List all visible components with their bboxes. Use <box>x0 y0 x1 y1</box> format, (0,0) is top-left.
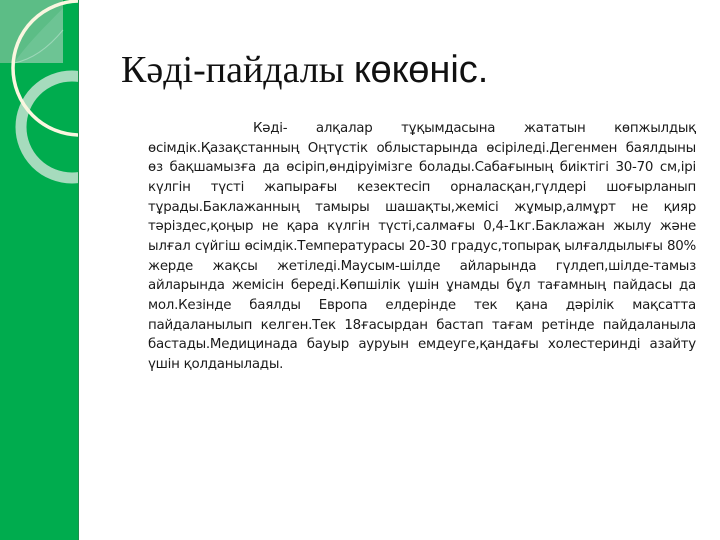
title-part-sans: көкөніс. <box>353 49 489 91</box>
decorative-circles-icon <box>0 0 78 540</box>
decorative-sidebar <box>0 0 79 540</box>
title-part-serif: Кәді-пайдалы <box>121 49 354 91</box>
slide-body-text: Кәді- алқалар тұқымдасына жататын көпжылдық өсімдік.Қазақстанның Оңтүстік облыстарында өсіріледі.Дегенмен баялдыны өз бақшамызға да өсіріп,өндіруімізге болады.Сабағының биіктігі 30-70 см,ірі күлгін түсті жапырағы кезектесіп орналасқан,гүлдері шоғырланып тұрады.Баклажанның тамыры шашақты,жемісі жұмыр,алмұрт не қияр тәріздес,қоңыр не қара күлгін түсті,салмағы 0,4-1кг.Баклажан жылу және ылғал сүйгіш өсімдік.Температурасы 20-30 градус,топырақ ылғалдылығы 80% жерде жақсы жетіледі.Маусым-шілде айларында гүлдеп,шілде-тамыз айларында жемісін береді.Көпшілік үшін ұнамды бұл тағамның пайдасы да мол.Кезінде баялды Европа елдерінде тек қана дәрілік мақсатта пайдаланылып келген.Тек 18ғасырдан бастап тағам ретінде пайдаланыла бастады.Медицинада бауыр ауруын емдеуге,қандағы холестеринді азайту үшін қолданылады. <box>148 121 696 372</box>
slide-title <box>121 46 488 93</box>
